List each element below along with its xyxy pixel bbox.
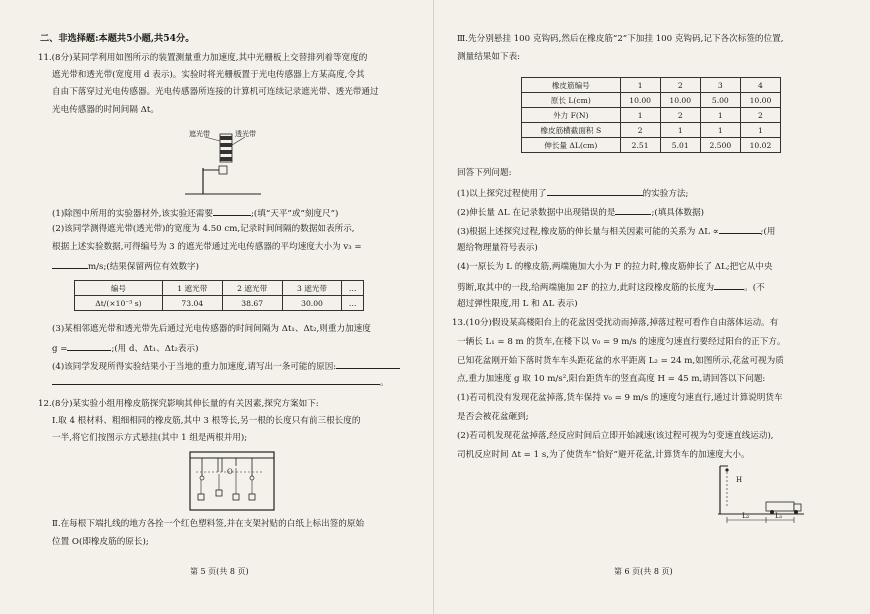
table-cell: 编号 xyxy=(75,281,163,296)
table-cell: 伸长量 ΔL(cm) xyxy=(522,138,621,153)
table-cell: 橡皮筋横截面积 S xyxy=(522,123,621,138)
table-cell: 10.00 xyxy=(740,93,780,108)
page-number-right: 第 6 页(共 8 页) xyxy=(614,567,673,576)
q12-data-table xyxy=(521,77,781,153)
table-cell: 1 xyxy=(700,123,740,138)
q11-p2-line-1: (2)该同学测得遮光带(透光带)的宽度为 4.50 cm,记录时间间隔的数据如表所示, xyxy=(52,224,355,234)
q13-part-1-line-1: (1)若司机没有发现花盆掉落,货车保持 v₀ = 9 m/s 的速度匀速直行,通过计算说明货车 xyxy=(457,393,783,403)
table-cell: 73.04 xyxy=(162,296,222,311)
q12-step2-line-2: 位置 O(即橡皮筋的原长); xyxy=(52,537,149,547)
q12-p1-end: 的实验方法; xyxy=(642,189,689,199)
q11-p2-answer-blank[interactable] xyxy=(52,259,88,269)
q11-stem-line-4: 光电传感器的时间间隔 Δt。 xyxy=(52,105,159,115)
table-cell: 38.67 xyxy=(222,296,282,311)
table-cell: 2 遮光带 xyxy=(222,281,282,296)
q13-line-1: 13.(10分)假设某高楼阳台上的花盆因受扰动而掉落,掉落过程可看作自由落体运动。有 xyxy=(452,318,779,328)
table-cell: 10.00 xyxy=(660,93,700,108)
q11-p3-answer-blank[interactable] xyxy=(67,341,111,351)
page-number-left: 第 5 页(共 8 页) xyxy=(190,567,249,576)
q12-apparatus-figure xyxy=(188,450,276,512)
q13-label-l2: L₂ xyxy=(742,512,750,520)
table-cell: 1 xyxy=(620,108,660,123)
table-cell: 1 xyxy=(700,108,740,123)
table-cell: 2 xyxy=(740,108,780,123)
q12-p3-line-2: 题给物理量符号表示) xyxy=(457,243,538,253)
q11-p2-unit: m/s;(结果保留两位有效数字) xyxy=(88,262,199,272)
q11-stem-line-3: 自由下落穿过光电传感器。光电传感器所连接的计算机可连续记录遮光带、透光带通过 xyxy=(52,87,379,97)
q12-p3-answer-blank[interactable] xyxy=(719,224,761,234)
q13-label-h: H xyxy=(736,476,743,484)
table-cell: 30.00 xyxy=(282,296,342,311)
table-cell: 10.00 xyxy=(620,93,660,108)
table-cell: 1 xyxy=(740,123,780,138)
q12-label-o: O xyxy=(227,468,233,476)
table-cell: 橡皮筋编号 xyxy=(522,78,621,93)
q11-p3-line-1: (3)某相邻遮光带和透光带先后通过光电传感器的时间间隔为 Δt₁、Δt₂,则重力加速度 xyxy=(52,324,371,334)
table-cell: 5.00 xyxy=(700,93,740,108)
q12-step1-line-2: 一半,将它们按图示方式悬挂(其中 1 组是两根并用); xyxy=(52,433,248,443)
q12-step1-line-1: Ⅰ.取 4 根材料、粗细相同的橡皮筋,其中 3 根等长,另一根的长度只有前三根长度的 xyxy=(52,416,361,426)
q11-p4-end: 。 xyxy=(380,378,389,388)
q12-part-2 xyxy=(457,205,704,219)
q13-part-2-line-1: (2)若司机发现花盆掉落,经反应时间后立即开始减速(该过程可视为匀变速直线运动), xyxy=(457,431,774,441)
q11-p4-answer-blank[interactable] xyxy=(336,359,400,369)
q11-label-transparent-strip: 透光带 xyxy=(235,130,256,138)
q11-data-table xyxy=(74,280,364,311)
q12-p2-hint: ;(填具体数据) xyxy=(651,208,705,218)
q12-part-3 xyxy=(457,224,775,238)
q12-p4-line-3: 超过弹性限度,用 L 和 ΔL 表示) xyxy=(457,299,578,309)
q11-p1-answer-blank[interactable] xyxy=(213,206,251,216)
table-cell: 2 xyxy=(620,123,660,138)
table-cell: 2 xyxy=(660,108,700,123)
q11-part-4 xyxy=(52,359,400,373)
table-row xyxy=(522,78,781,93)
table-row xyxy=(522,93,781,108)
q13-part-2-line-2: 司机反应时间 Δt = 1 s,为了使货车“恰好”避开花盆,计算货车的加速度大小。 xyxy=(457,450,750,460)
q11-p3-line-2 xyxy=(52,341,198,355)
table-row xyxy=(522,123,781,138)
q12-step2-line-1: Ⅱ.在每根下端扎线的地方各拴一个红色塑料签,并在支架衬贴的白纸上标出签的原始 xyxy=(52,519,365,529)
table-cell: 2.51 xyxy=(620,138,660,153)
table-row xyxy=(75,281,364,296)
table-cell: … xyxy=(342,281,364,296)
table-cell: 4 xyxy=(740,78,780,93)
q13-truck-figure xyxy=(714,462,806,526)
table-cell: 2 xyxy=(660,78,700,93)
table-row xyxy=(75,296,364,311)
q12-p4-line-2 xyxy=(457,280,765,294)
q12-p2-answer-blank[interactable] xyxy=(615,205,651,215)
q11-p4-answer-blank-2[interactable] xyxy=(52,375,380,385)
q12-p3-text: (3)根据上述探究过程,橡皮筋的伸长量与相关因素可能的关系为 ΔL ∝ xyxy=(457,227,719,237)
table-cell: 5.01 xyxy=(660,138,700,153)
q12-p3-hint: ;(用 xyxy=(760,227,776,237)
table-cell: 10.02 xyxy=(740,138,780,153)
q12-p4-line-1: (4)一原长为 L 的橡皮筋,两端施加大小为 F 的拉力时,橡皮筋伸长了 ΔL;把它从中央 xyxy=(457,262,773,272)
q12-answer-intro: 回答下列问题: xyxy=(457,168,512,178)
table-row xyxy=(522,138,781,153)
table-cell: Δt/(×10⁻³ s) xyxy=(75,296,163,311)
table-cell: 1 遮光带 xyxy=(162,281,222,296)
q12-step3-line-1: Ⅲ.先分别悬挂 100 克钩码,然后在橡皮筋“2”下加挂 100 克钩码,记下各次标签的位置, xyxy=(457,34,784,44)
table-cell: 2.500 xyxy=(700,138,740,153)
q11-stem-line-2: 遮光带和透光带(宽度用 d 表示)。实验时将光栅板置于光电传感器上方某高度,令其 xyxy=(52,70,365,80)
q11-p2-line-2: 根据上述实验数据,可得编号为 3 的遮光带通过光电传感器的平均速度大小为 v₃ = xyxy=(52,242,362,252)
q11-p1-hint: ;(填“天平”或“刻度尺”) xyxy=(251,209,339,219)
table-cell: … xyxy=(342,296,364,311)
q12-p4-end: 。(不 xyxy=(744,283,765,293)
table-cell: 1 xyxy=(620,78,660,93)
table-cell: 3 遮光带 xyxy=(282,281,342,296)
q13-label-l1: L₁ xyxy=(775,512,783,520)
q12-p1-text: (1)以上探究过程使用了 xyxy=(457,189,547,199)
table-cell: 原长 L(cm) xyxy=(522,93,621,108)
table-cell: 1 xyxy=(660,123,700,138)
table-cell: 外力 F(N) xyxy=(522,108,621,123)
q13-line-3: 已知花盆刚开始下落时货车车头距花盆的水平距离 L₂ = 24 m,如图所示,花盆可视为质 xyxy=(457,356,784,366)
q11-p1-text: (1)除图中所用的实验器材外,该实验还需要 xyxy=(52,209,213,219)
q13-part-1-line-2: 是否会被花盆砸到; xyxy=(457,412,529,422)
q11-label-shading-strip: 遮光带 xyxy=(189,130,210,138)
q12-stem: 12.(8分)某实验小组用橡皮筋探究影响其伸长量的有关因素,探究方案如下: xyxy=(38,399,319,409)
q11-p3-prefix: g = xyxy=(52,344,68,354)
q12-p2-text: (2)伸长量 ΔL 在记录数据中出现错误的是 xyxy=(457,208,616,218)
page-5 xyxy=(0,0,433,614)
q11-part-1 xyxy=(52,206,338,220)
q12-p4-text: 剪断,取其中的一段,给两端施加 2F 的拉力,此时这段橡皮筋的长度为 xyxy=(457,283,715,293)
table-cell: 3 xyxy=(700,78,740,93)
q11-p4-text: (4)该同学发现所得实验结果小于当地的重力加速度,请写出一条可能的原因: xyxy=(52,362,337,372)
q12-p1-answer-blank[interactable] xyxy=(547,186,643,196)
q13-line-2: 一辆长 L₁ = 8 m 的货车,在楼下以 v₀ = 9 m/s 的速度匀速直行要经过阳台的正下方。 xyxy=(457,337,786,347)
table-row xyxy=(522,108,781,123)
q11-stem-line-1: 11.(8分)某同学利用如图所示的装置测量重力加速度,其中光栅板上交替排列着等宽度的 xyxy=(38,53,368,63)
q12-step3-line-2: 测量结果如下表: xyxy=(457,52,521,62)
q11-p3-hint: ;(用 d、Δt₁、Δt₂表示) xyxy=(111,344,199,354)
section-title: 二、非选择题:本题共5小题,共54分。 xyxy=(40,33,195,44)
page-6 xyxy=(433,0,870,614)
q11-p4-line-2 xyxy=(52,375,389,389)
q12-p4-answer-blank[interactable] xyxy=(714,280,744,290)
q11-p2-line-3 xyxy=(52,259,199,273)
q12-part-1 xyxy=(457,186,688,200)
q13-line-4: 点,重力加速度 g 取 10 m/s²,阳台距货车的竖直高度 H = 45 m,请回答以下问题: xyxy=(457,374,766,384)
